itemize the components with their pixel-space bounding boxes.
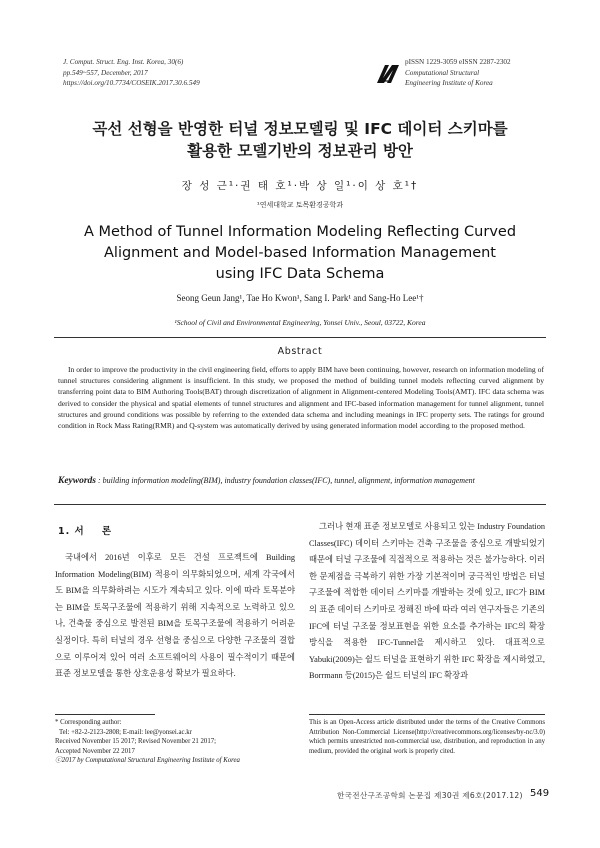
abstract-bottom-rule — [54, 504, 546, 505]
publisher-line-1: Computational Structural — [405, 68, 480, 77]
intro-left-column: 국내에서 2016년 이후로 모든 건설 프로젝트에 Building Information Modeling(BIM) 적용이 의무화되었으며, 세계 각국에서도 BIM을 의무화하려는 시도가 계속되고 있다. 이에 따라 토목분야는 BIM을 토목구조물에 적용하기 위해 지속적으로 노력하고 있으나, 건축물 중심으로 발전된 BIM을 토목구조물에 적용하기 어려운 실정이다. 특히 터널의 경우 선형을 중심으로 다양한 구조물의 결합으로 이루어져 있어 여러 소프트웨어의 사용이 필수적이기 때문에 표준 정보모델을 통한 상호운용성 확보가 필요하다. — [55, 553, 295, 679]
footnote-rule-right — [309, 714, 545, 715]
accepted-date: Accepted November 22 2017 — [55, 747, 135, 755]
issn-line: pISSN 1229-3059 eISSN 2287-2302 — [405, 58, 511, 66]
corresponding-author-label: * Corresponding author: — [55, 719, 122, 726]
open-access-note: This is an Open-Access article distributed under the terms of the Creative Commons Attribution Non-Commercial License(http://creativecommons.org/licenses/by-nc/3.0) which permits unrestricted non-commercial use, distribution, and reproduction in any medium, provided the original work is properly cited. — [309, 719, 545, 755]
english-title — [0, 222, 600, 285]
korean-authors: 장 성 근¹·권 태 호¹·박 상 일¹·이 상 호¹† — [181, 180, 419, 192]
english-title-line-3: using IFC Data Schema — [215, 266, 385, 282]
corresponding-author-contact: Tel: +82-2-2123-2808; E-mail: lee@yonsei.ac.kr — [59, 728, 192, 736]
abstract-heading: Abstract — [277, 346, 323, 357]
publisher-line-2: Engineering Institute of Korea — [405, 79, 493, 87]
english-title-line-1: A Method of Tunnel Information Modeling Reflecting Curved — [83, 224, 517, 240]
citation-doi[interactable]: https://doi.org/10.7734/COSEIK.2017.30.6.549 — [63, 79, 200, 87]
citation-journal: J. Comput. Struct. Eng. Inst. Korea, 30(6) — [63, 58, 184, 66]
copyright-line: ⓒ2017 by Computational Structural Engineering Institute of Korea — [55, 757, 240, 765]
cosei-logo-icon — [376, 62, 400, 84]
keywords-label: Keywords — [58, 476, 96, 486]
english-authors: Seong Geun Jang¹, Tae Ho Kwon¹, Sang I. Park¹ and Sang-Ho Lee¹† — [176, 293, 424, 303]
issn-block — [405, 57, 511, 89]
korean-title — [0, 118, 600, 162]
footer-journal: 한국전산구조공학회 논문집 제30권 제6호(2017.12) — [337, 791, 523, 800]
korean-affiliation: ¹연세대학교 토목환경공학과 — [256, 201, 344, 209]
section-heading-introduction: 1. 서 론 — [58, 526, 113, 537]
intro-right-column: 그러나 현재 표준 정보모델로 사용되고 있는 Industry Foundation Classes(IFC) 데이터 스키마는 건축 구조물을 중심으로 개발되었기 때문에 터널 구조물에 직접적으로 적용하는 것은 불가능하다. 이러한 문제점을 극복하기 위한 가장 기본적이며 궁극적인 방법은 터널 구조물에 적합한 데이터 스키마를 개발하는 것에 있고, IFC가 BIM의 표준 데이터 스키마로 정해진 바에 따라 여러 연구자들은 기존의 IFC에 터널 구조물 정보표현을 위한 요소를 추가하는 IFC의 확장 방식을 적용한 IFC-Tunnel을 제시하고 있다. 대표적으로 Yabuki(2009)는 쉴드 터널을 표현하기 위한 IFC 확장을 제시하였고, Borrmann 등(2015)은 쉴드 터널의 IFC 확장과 — [309, 522, 545, 681]
corresponding-author-note — [55, 718, 295, 766]
footnote-rule-left — [55, 714, 155, 715]
english-affiliation: ¹School of Civil and Environmental Engineering, Yonsei Univ., Seoul, 03722, Korea — [174, 318, 426, 327]
citation-pages: pp.549~557, December, 2017 — [63, 68, 148, 77]
abstract-text: In order to improve the productivity in the civil engineering field, efforts to apply BIM have been continuing, however, research on information modeling of tunnel structures considering alignment is insufficient. In this study, we proposed the method of building tunnel models reflecting curved alignment by transferring point data to BIM Authoring Tools(BAT) through discretization of alignment in Alignment-centered Modeling Tools(AMT). IFC data schema was derived to consider the physical and spatial elements of tunnel structures and alignment and IFC-based information management for tunnel alignment, tunnel structures and ground conditions was possible by referring to the extended data schema and including meanings in IFC property sets. The ratings for ground condition in Rock Mass Rating(RMR) and Q-system was automatically derived by using generated information model according to the proposed method. — [58, 365, 544, 431]
korean-title-line-1: 곡선 선형을 반영한 터널 정보모델링 및 IFC 데이터 스키마를 — [92, 120, 508, 138]
english-title-line-2: Alignment and Model-based Information Management — [104, 245, 496, 261]
page-number: 549 — [530, 788, 550, 799]
korean-title-line-2: 활용한 모델기반의 정보관리 방안 — [187, 142, 413, 160]
received-revised-dates: Received November 15 2017; Revised November 21 2017; — [55, 738, 217, 746]
abstract-top-rule — [54, 337, 546, 338]
journal-citation — [63, 57, 200, 89]
keywords-text: building information modeling(BIM), industry foundation classes(IFC), tunnel, alignment, information management — [102, 476, 475, 485]
keywords: Keywords : building information modeling(BIM), industry foundation classes(IFC), tunnel, alignment, information management — [58, 476, 475, 486]
